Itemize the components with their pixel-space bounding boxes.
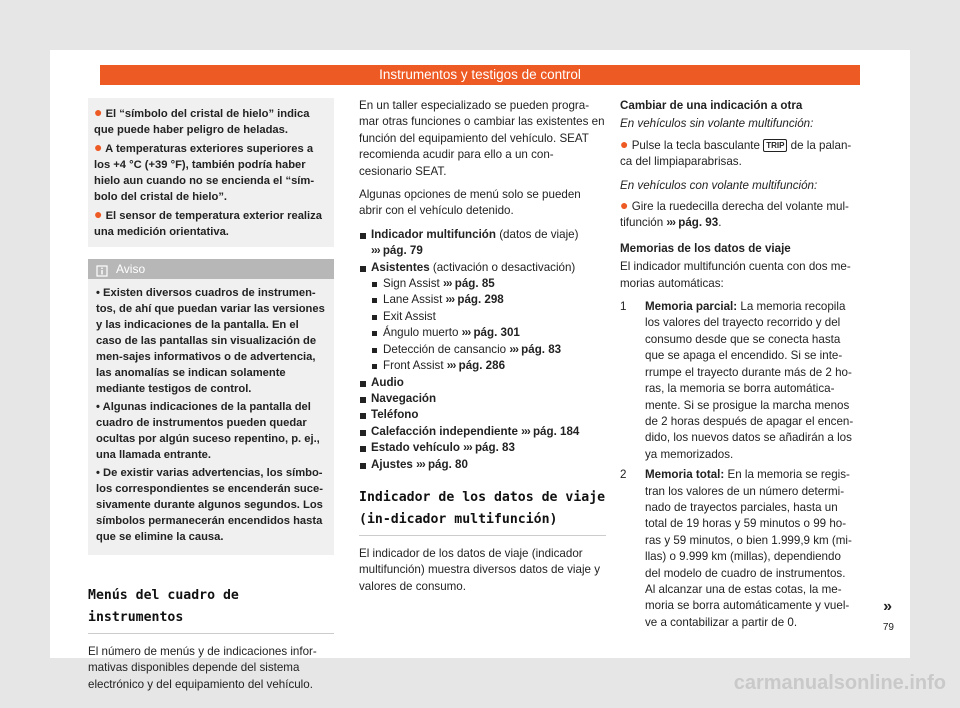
info-icon <box>96 263 108 275</box>
bullet-dot-icon: ● <box>94 139 103 155</box>
bullet-con-volante: ● Gire la ruedecilla derecha del volante mul-tifunción ››› pág. 93. <box>620 197 849 230</box>
bullet-sin-volante: ● Pulse la tecla basculante TRIP de la palan-ca del limpiaparabrisas. <box>620 135 852 169</box>
heading-menus: Menús del cuadro de instrumentos <box>88 585 334 634</box>
paragraph-memorias: El indicador multifunción cuenta con dos me-morias automáticas: <box>620 260 851 290</box>
page-number: 79 <box>882 622 894 633</box>
warning-box <box>88 98 334 247</box>
menu-list-2 <box>359 375 606 473</box>
heading-memorias: Memorias de los datos de viaje <box>620 241 791 255</box>
page-reference[interactable]: pág. 298 <box>457 293 504 307</box>
page-reference[interactable]: pág. 286 <box>458 359 506 373</box>
menu-item-ajustes: Ajustes ››› pág. 80 <box>359 457 606 473</box>
menu-item-estado: Estado vehículo ››› pág. 83 <box>359 440 606 456</box>
page-reference[interactable]: pág. 83 <box>521 342 562 356</box>
assist-sublist <box>359 276 606 374</box>
section-header <box>100 65 860 85</box>
paragraph-indicador: El indicador de los datos de viaje (indicador multifunción) muestra diversos datos de viaje y valores de consumo. <box>359 546 601 593</box>
paragraph-taller: En un taller especializado se pueden progra-mar otras funciones o cambiar las existentes en función del equipamiento del vehículo. SEAT recomienda acudir para ello a un con-cesionario SEAT. <box>359 99 605 178</box>
warning-item: ● A temperaturas exteriores superiores a los +4 °C (+39 °F), también podría haber hielo aun cuando no se encienda el “sím-bolo del cristal de hielo”. <box>94 139 315 203</box>
assist-item: Detección de cansancio ››› pág. 83 <box>359 342 606 358</box>
menu-item-asistentes: Asistentes (activación o desactivación) <box>359 260 606 276</box>
page-reference[interactable]: pág. 85 <box>454 277 495 291</box>
assist-item: Lane Assist ››› pág. 298 <box>359 292 606 308</box>
section-header-title: Instrumentos y testigos de control <box>379 67 581 82</box>
column-middle <box>359 98 606 602</box>
aviso-box <box>88 259 334 555</box>
menu-item-telefono: Teléfono <box>359 407 606 423</box>
assist-item: Sign Assist ››› pág. 85 <box>359 276 606 292</box>
aviso-title: Aviso <box>116 262 146 276</box>
page-reference[interactable]: pág. 80 <box>427 457 468 471</box>
heading-indicador: Indicador de los datos de viaje (in-dicador multifunción) <box>359 487 606 536</box>
bullet-dot-icon: ● <box>620 135 629 152</box>
column-left <box>88 98 334 700</box>
aviso-item: • Existen diversos cuadros de instrumen-tos, de ahí que puedan variar las versiones y las indicaciones de la pantalla. En el caso de las pantallas sin visualización de men-sajes informativos o de advertencia, las anomalías se indican solamente mediante testigos de control. <box>96 287 325 395</box>
page-reference[interactable]: pág. 184 <box>532 424 580 438</box>
memory-list <box>620 299 858 631</box>
bullet-dot-icon: ● <box>94 206 103 222</box>
subheading-con-volante: En vehículos con volante multifunción: <box>620 178 818 192</box>
paragraph-opciones: Algunas opciones de menú solo se pueden abrir con el vehículo detenido. <box>359 188 581 218</box>
aviso-item: • De existir varias advertencias, los símbo-los correspondientes se encenderán suce-sivamente durante algunos segundos. Los símbolos permanecerán encendidos hasta que se elimine la causa. <box>96 467 323 543</box>
subheading-sin-volante: En vehículos sin volante multifunción: <box>620 117 814 131</box>
assist-item: Ángulo muerto ››› pág. 301 <box>359 325 606 341</box>
list-item: 2 Memoria total: En la memoria se regis-tran los valores de un número determi-nado de trayectos parciales, hasta un total de 19 horas y 59 minutos o 99 ho-ras y 59 minutos, o bien 1.999,9 km (mi-llas) o 9.999 km (millas), dependiendo del modelo de cuadro de instrumentos. Al alcanzar una de estas cotas, la me-moria se borra automáticamente y vuel-ve a contabilizar a partir de 0. <box>620 468 852 629</box>
page-reference[interactable]: pág. 83 <box>474 441 515 455</box>
page-reference[interactable]: pág. 93 <box>678 216 719 230</box>
heading-cambiar: Cambiar de una indicación a otra <box>620 99 803 112</box>
aviso-body <box>88 279 334 545</box>
continue-arrow-icon: » <box>883 598 892 615</box>
menus-paragraph: El número de menús y de indicaciones infor-mativas disponibles depende del sistema electrónico y del equipamiento del vehículo. <box>88 645 317 691</box>
page-reference[interactable]: pág. 79 <box>382 244 423 258</box>
list-item: 1 Memoria parcial: La memoria recopila los valores del trayecto recorrido y del consumo desde que se conecta hasta que se apaga el encendido. Si se inte-rrumpe el trayecto durante más de 2 ho-ras, la memoria se borra automática-mente. Si se prosigue la marcha menos de 2 horas después de apagar el encen-dido, los nuevos datos se añadirán a los ya memorizados. <box>620 300 854 461</box>
menu-list <box>359 227 606 276</box>
bullet-dot-icon: ● <box>620 197 629 214</box>
aviso-header <box>88 259 334 279</box>
page-reference[interactable]: pág. 301 <box>473 326 520 340</box>
warning-item: ● El “símbolo del cristal de hielo” indica que puede haber peligro de heladas. <box>94 104 310 136</box>
watermark: carmanualsonline.info <box>733 672 946 694</box>
menu-item-calefaccion: Calefacción independiente ››› pág. 184 <box>359 424 606 440</box>
aviso-item: • Algunas indicaciones de la pantalla del cuadro de instrumentos pueden quedar ocultas por algún suceso repentino, p. ej., una llamada entrante. <box>96 401 320 461</box>
menu-item-audio: Audio <box>359 375 606 391</box>
assist-item: Front Assist ››› pág. 286 <box>359 358 606 374</box>
menu-item-indicador: Indicador multifunción (datos de viaje) ››› pág. 79 <box>359 227 606 260</box>
menu-item-navegacion: Navegación <box>359 391 606 407</box>
bullet-dot-icon: ● <box>94 104 103 120</box>
warning-item: ● El sensor de temperatura exterior realiza una medición orientativa. <box>94 206 322 238</box>
assist-item: Exit Assist <box>359 309 606 325</box>
trip-button-icon: TRIP <box>763 139 787 152</box>
column-right <box>620 98 858 635</box>
